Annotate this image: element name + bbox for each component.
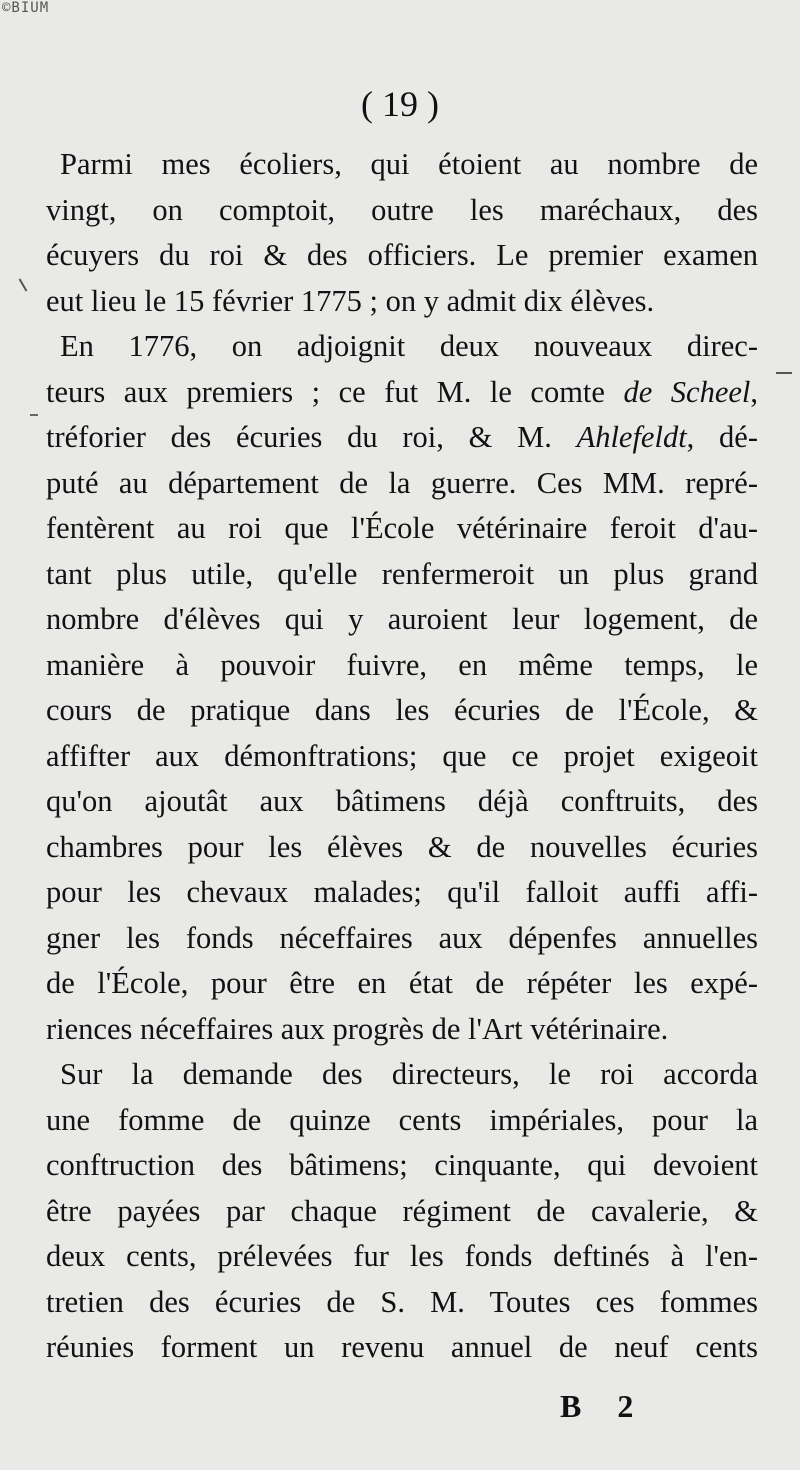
text-line: [46, 370, 758, 416]
text-line: une fomme de quinze cents impériales, pour la: [46, 1102, 758, 1137]
text-line: être payées par chaque régiment de cavalerie, &: [46, 1193, 758, 1228]
text-line: Sur la demande des directeurs, le roi accorda: [60, 1057, 758, 1091]
text-span: teurs aux premiers ; ce fut M. le comte: [46, 374, 624, 409]
body-text: [46, 142, 758, 1371]
text-line: eut lieu le 15 février 1775 ; on y admit dix élèves.: [46, 283, 655, 318]
italic-name: de Scheel: [623, 374, 751, 409]
text-line: conftruction des bâtimens; cinquante, qui devoient: [46, 1148, 758, 1182]
text-line: affifter aux démonftrations; que ce projet exigeoit: [46, 738, 758, 773]
margin-stroke: [776, 372, 792, 374]
text-line: chambres pour les élèves & de nouvelles écuries: [46, 829, 758, 864]
text-line: cours de pratique dans les écuries de l'École, &: [46, 693, 758, 727]
text-line: pour les chevaux malades; qu'il falloit auffi affi-: [46, 875, 758, 909]
page-number: ( 19 ): [361, 84, 439, 124]
text-line: riences néceffaires aux progrès de l'Art vétérinaire.: [46, 1011, 669, 1046]
text-line: En 1776, on adjoignit deux nouveaux direc-: [60, 329, 758, 363]
text-span: , dé-: [686, 420, 758, 454]
text-line: tant plus utile, qu'elle renfermeroit un plus grand: [46, 556, 758, 591]
text-line: gner les fonds néceffaires aux dépenfes annuelles: [46, 920, 758, 955]
margin-stroke: [30, 414, 38, 416]
italic-name: Ahlefeldt: [576, 420, 687, 454]
text-line: de l'École, pour être en état de répéter les expé-: [46, 966, 758, 1000]
text-line: réunies forment un revenu annuel de neuf cents: [46, 1330, 758, 1364]
text-line: nombre d'élèves qui y auroient leur logement, de: [46, 602, 758, 636]
text-line: vingt, on comptoit, outre les maréchaux, des: [46, 192, 758, 227]
text-line: qu'on ajoutât aux bâtimens déjà conftruits, des: [46, 784, 758, 818]
text-line: Parmi mes écoliers, qui étoient au nombre de: [60, 147, 758, 181]
text-span: ,: [750, 374, 758, 409]
text-line: fentèrent au roi que l'École vétérinaire feroit d'au-: [46, 511, 758, 545]
text-line: tretien des écuries de S. M. Toutes ces fommes: [46, 1284, 758, 1319]
text-line: deux cents, prélevées fur les fonds deftinés à l'en-: [46, 1239, 758, 1273]
margin-stroke: [19, 278, 28, 291]
text-line: [46, 415, 758, 461]
library-watermark: ©BIUM: [2, 0, 50, 16]
text-line: écuyers du roi & des officiers. Le premier examen: [46, 238, 758, 272]
text-line: manière à pouvoir fuivre, en même temps, le: [46, 647, 758, 682]
text-line: puté au département de la guerre. Ces MM. repré-: [46, 465, 758, 500]
text-span: tréforier des écuries du roi, & M.: [46, 420, 577, 454]
signature-mark: B 2: [560, 1388, 648, 1424]
